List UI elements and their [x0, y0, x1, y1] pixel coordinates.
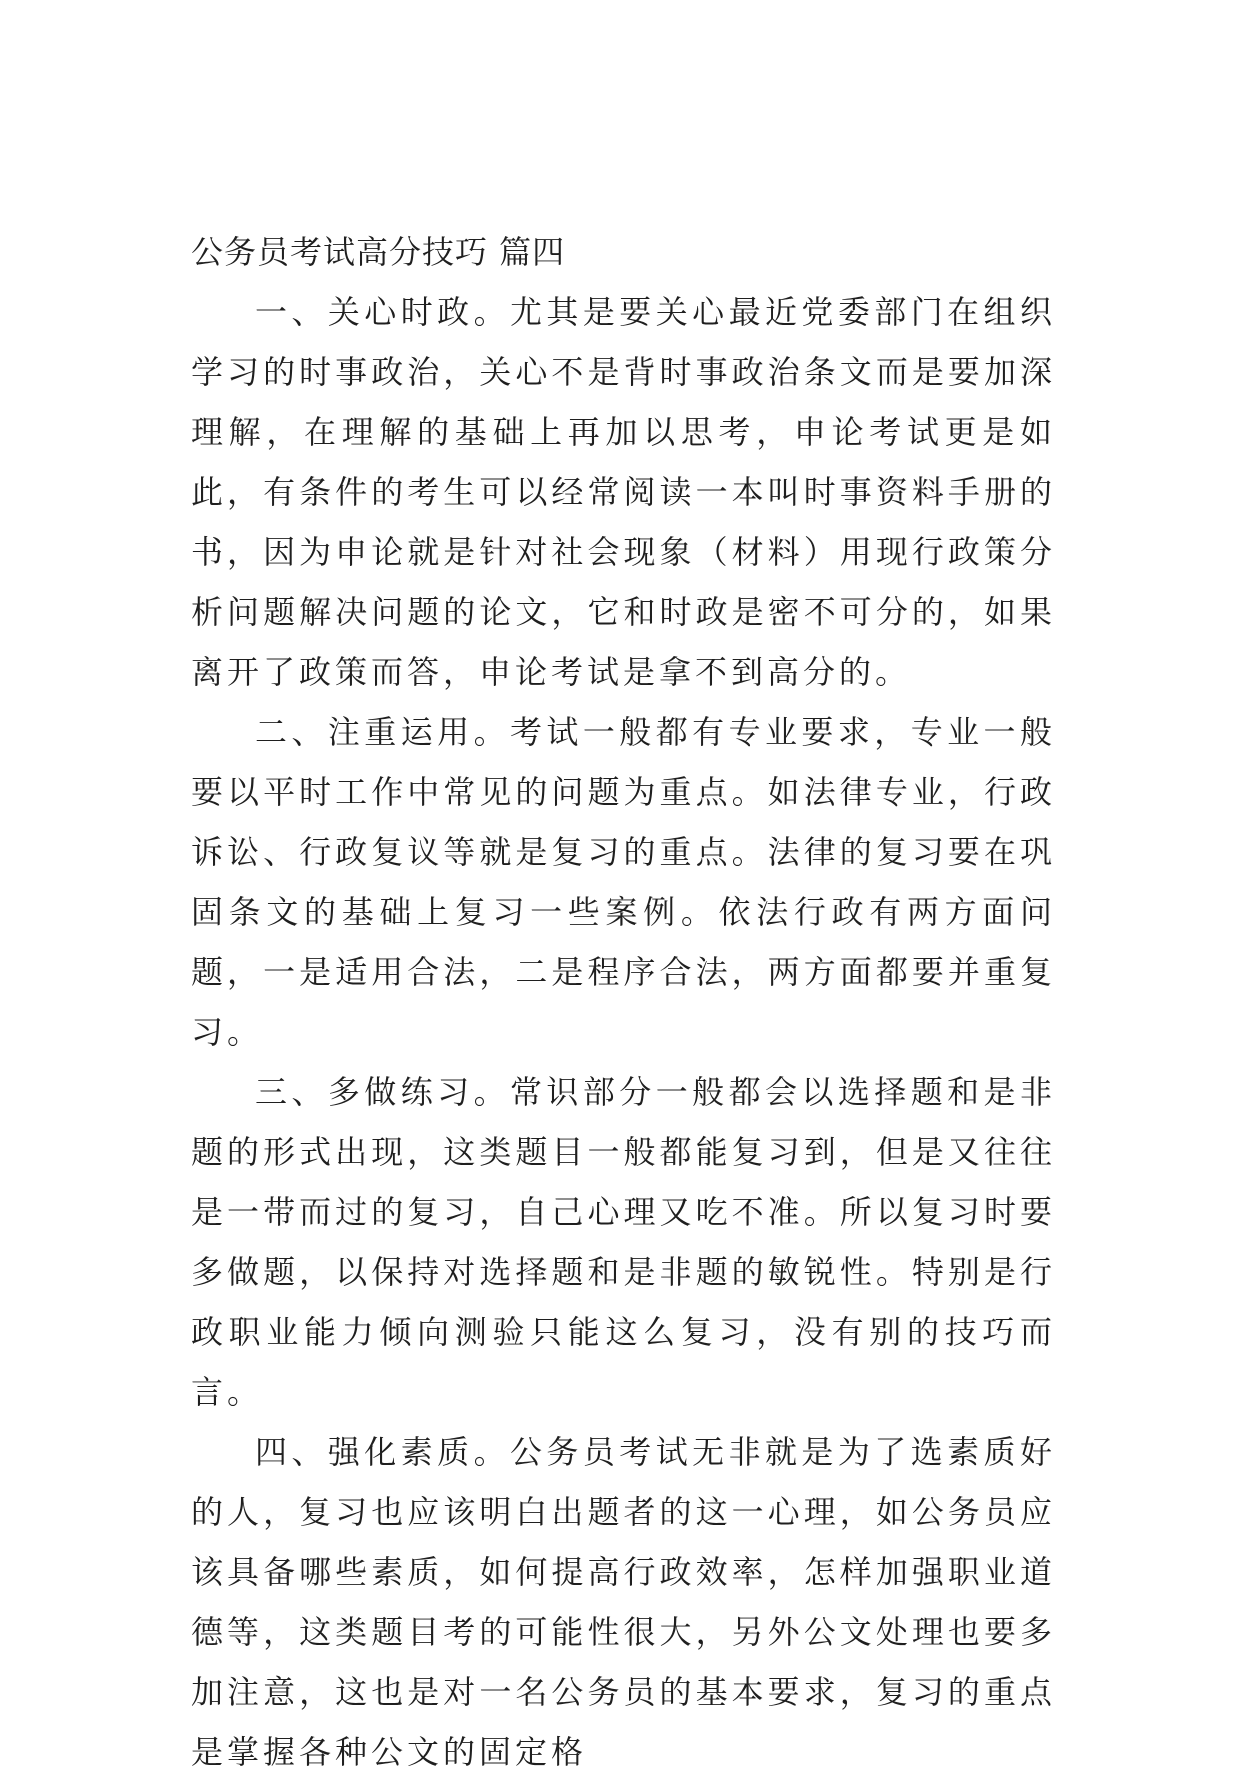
document-body	[191, 222, 1056, 1782]
paragraph-strengthen-quality: 四、强化素质。公务员考试无非就是为了选素质好的人，复习也应该明白出题者的这一心理，如公务员应该具备哪些素质，如何提高行政效率，怎样加强职业道德等，这类题目考的可能性很大，另外公文处理也要多加注意，这也是对一名公务员的基本要求，复习的重点是掌握各种公文的固定格	[191, 1433, 1056, 1771]
paragraph-practice: 三、多做练习。常识部分一般都会以选择题和是非题的形式出现，这类题目一般都能复习到，但是又往往是一带而过的复习，自己心理又吃不准。所以复习时要多做题，以保持对选择题和是非题的敏锐性。特别是行政职业能力倾向测验只能这么复习，没有别的技巧而言。	[191, 1073, 1056, 1411]
document-title: 公务员考试高分技巧 篇四	[191, 233, 566, 271]
paragraph-current-affairs: 一、关心时政。尤其是要关心最近党委部门在组织学习的时事政治，关心不是背时事政治条文而是要加深理解，在理解的基础上再加以思考，申论考试更是如此，有条件的考生可以经常阅读一本叫时事资料手册的书，因为申论就是针对社会现象（材料）用现行政策分析问题解决问题的论文，它和时政是密不可分的，如果离开了政策而答，申论考试是拿不到高分的。	[191, 293, 1056, 691]
paragraph-apply-knowledge: 二、注重运用。考试一般都有专业要求，专业一般要以平时工作中常见的问题为重点。如法律专业，行政诉讼、行政复议等就是复习的重点。法律的复习要在巩固条文的基础上复习一些案例。依法行政有两方面问题，一是适用合法，二是程序合法，两方面都要并重复习。	[191, 713, 1056, 1051]
